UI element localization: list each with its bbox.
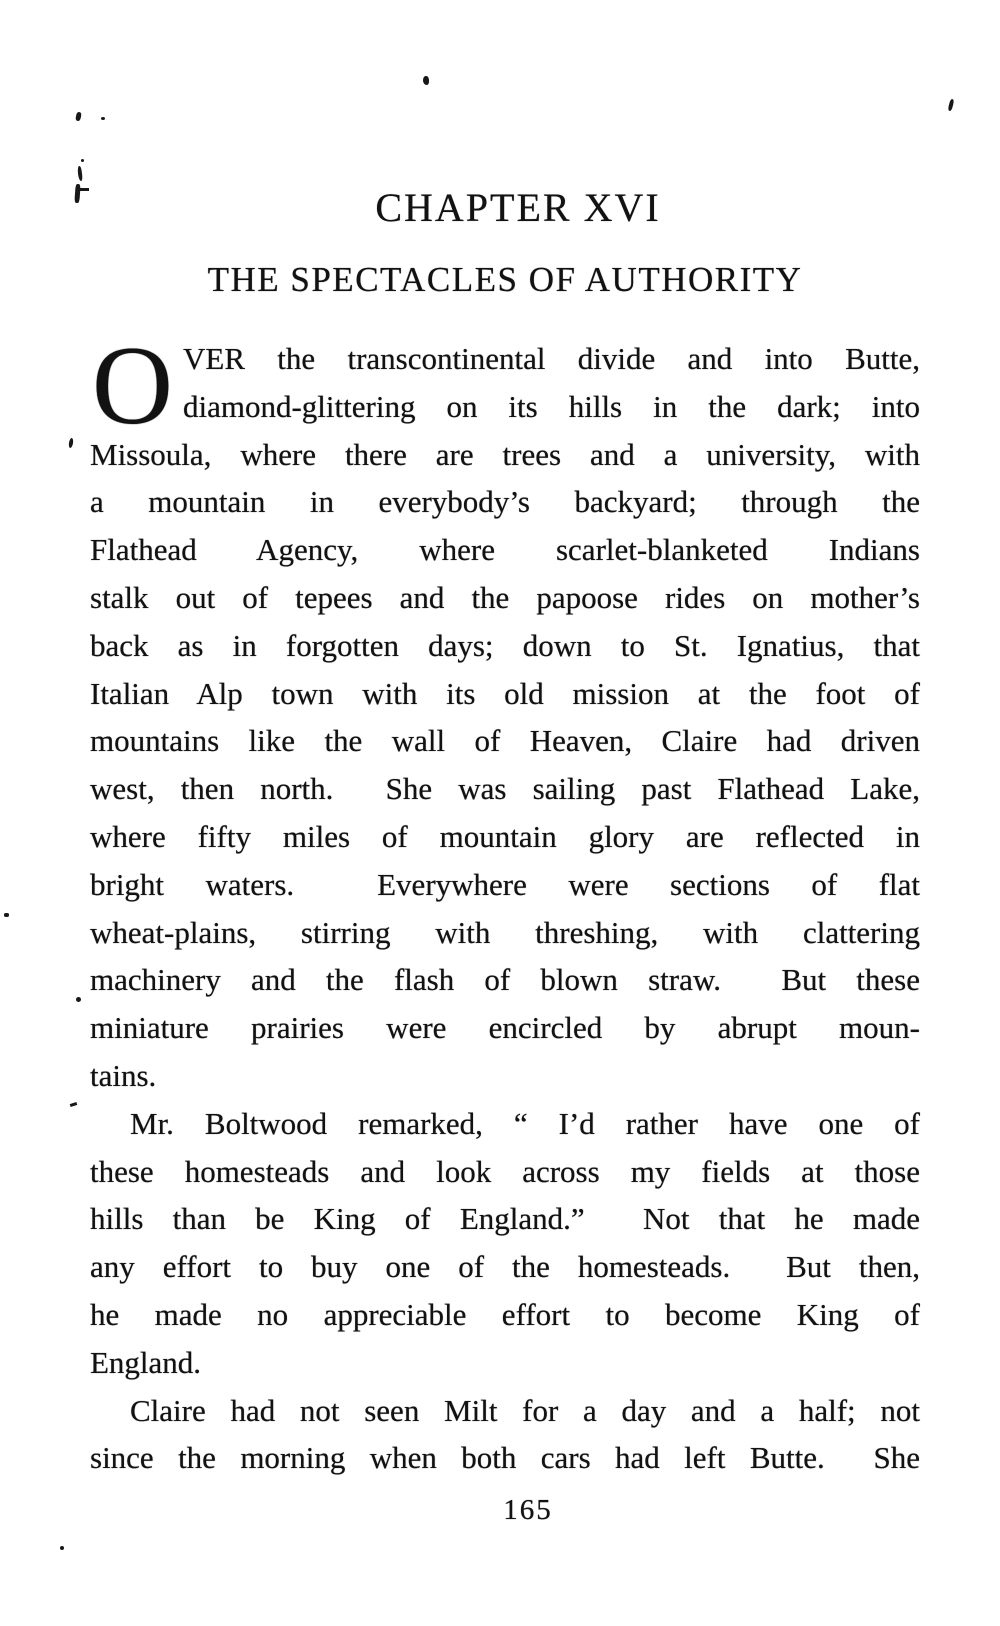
ink-speck-artifact — [101, 117, 105, 120]
ink-speck-artifact — [75, 112, 82, 122]
text-line: diamond-glittering on its hills in the dark; into — [183, 388, 920, 424]
text-line: VER the transcontinental divide and into Butte, — [183, 341, 920, 376]
text-line: back as in forgotten days; down to St. Ignatius, that — [90, 627, 920, 663]
text-line: he made no appreciable effort to become King of — [90, 1296, 920, 1332]
chapter-heading: CHAPTER XVI — [375, 185, 661, 230]
ink-speck-artifact — [948, 99, 955, 112]
ink-speck-artifact — [4, 913, 9, 917]
text-line: machinery and the flash of blown straw. But these — [90, 962, 920, 998]
text-line: tains. — [90, 1057, 157, 1093]
text-line: Missoula, where there are trees and a university, with — [90, 436, 920, 472]
text-line: Italian Alp town with its old mission at the foot of — [90, 675, 920, 711]
text-line: a mountain in everybody’s backyard; through the — [90, 484, 920, 520]
text-line: these homesteads and look across my fields at those — [90, 1153, 920, 1189]
ink-speck-artifact — [81, 159, 84, 162]
text-line: west, then north. She was sailing past Flathead Lake, — [90, 771, 920, 807]
text-line: where fifty miles of mountain glory are reflected in — [90, 818, 920, 854]
ink-speck-artifact — [60, 1546, 64, 1550]
text-line: wheat-plains, stirring with threshing, with clattering — [90, 914, 920, 950]
text-line: Claire had not seen Milt for a day and a half; not — [130, 1392, 920, 1428]
text-line: miniature prairies were encircled by abrupt moun- — [90, 1010, 920, 1046]
text-line: bright waters. Everywhere were sections of flat — [90, 866, 920, 902]
page-number: 165 — [503, 1494, 553, 1526]
text-line: mountains like the wall of Heaven, Claire had driven — [90, 723, 920, 759]
ink-speck-artifact — [68, 438, 74, 449]
ink-speck-artifact — [423, 76, 429, 85]
ink-speck-artifact — [80, 188, 89, 191]
text-line: England. — [90, 1344, 202, 1380]
text-line: since the morning when both cars had left Butte. She — [90, 1440, 920, 1476]
body-text — [90, 324, 920, 1482]
ink-speck-artifact — [76, 997, 81, 1002]
text-line: hills than be King of England.” Not that he made — [90, 1201, 920, 1237]
drop-cap-letter: O — [92, 324, 173, 448]
text-line: Mr. Boltwood remarked, “ I’d rather have one of — [130, 1105, 920, 1141]
ink-speck-artifact — [70, 1102, 78, 1107]
text-line: any effort to buy one of the homesteads. But then, — [90, 1249, 920, 1285]
ink-speck-artifact — [74, 184, 80, 203]
text-line: stalk out of tepees and the papoose rides on mother’s — [90, 579, 920, 615]
ink-speck-artifact — [77, 166, 83, 181]
chapter-title: THE SPECTACLES OF AUTHORITY — [207, 260, 803, 299]
text-line: Flathead Agency, where scarlet-blanketed Indians — [90, 532, 920, 568]
